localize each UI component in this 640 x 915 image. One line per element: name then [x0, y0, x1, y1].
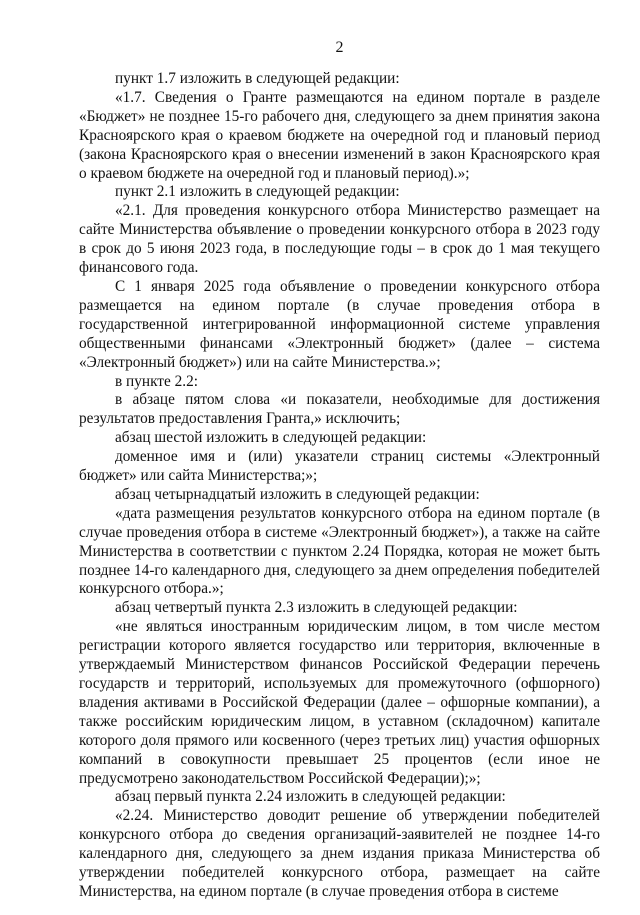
paragraph-2-2-heading: в пункте 2.2:: [115, 372, 198, 390]
page-number: 2: [335, 39, 344, 56]
paragraph-2-24-text: «2.24. Министерство доводит решение об утверждении победителей конкурсного отбора до сведения организаций-заявителей не позднее 14-го календарного дня, следующего за днем издания приказа Министерства об утверждении победителей конкурсного отбора, размещает на сайте Министерства, на едином портале (в случае проведения отбора в системе: [79, 807, 600, 900]
paragraph-2-1-text: «2.1. Для проведения конкурсного отбора Министерство размещает на сайте Министерства объявление о проведении конкурсного отбора в 2023 году в срок до 5 июня 2023 года, в последующие годы – в срок до 1 мая текущего финансового года.: [79, 202, 600, 277]
paragraph-2-2-fourteenth-instruction: абзац четырнадцатый изложить в следующей редакции:: [115, 485, 480, 503]
paragraph-2-1-instruction: пункт 2.1 изложить в следующей редакции:: [115, 183, 400, 201]
paragraph-1-7-instruction: пункт 1.7 изложить в следующей редакции:: [115, 70, 400, 87]
paragraph-2-2-fourteenth-text: «дата размещения результатов конкурсного отбора на едином портале (в случае проведения отбора в системе «Электронный бюджет»), а также на сайте Министерства в соответствии с пунктом 2.24 Порядка, которая не может быть позднее 14-го календарного дня, следующего за днем определения победителей конкурсного отбора.»;: [79, 504, 600, 598]
paragraph-2-2-sixth-instruction: абзац шестой изложить в следующей редакции:: [115, 429, 427, 447]
paragraph-2-2-fifth: в абзаце пятом слова «и показатели, необходимые для достижения результатов предоставления Гранта,» исключить;: [79, 391, 600, 428]
paragraph-2-3-text: «не являться иностранным юридическим лицом, в том числе местом регистрации которого является государство или территория, включенные в утверждаемый Министерством финансов Российской Федерации перечень государств и территорий, используемых для промежуточного (офшорного) владения активами в Российской Федерации (далее – офшорные компании), а также российским юридическим лицом, в уставном (складочном) капитале которого доля прямого или косвенного (через третьих лиц) участия офшорных компаний в совокупности превышает 25 процентов (если иное не предусмотрено законодательством Российской Федерации);»;: [79, 618, 600, 787]
paragraph-2-3-instruction: абзац четвертый пункта 2.3 изложить в следующей редакции:: [115, 599, 518, 617]
paragraph-2-24-instruction: абзац первый пункта 2.24 изложить в следующей редакции:: [115, 788, 506, 806]
paragraph-2-2-sixth-text: доменное имя и (или) указатели страниц системы «Электронный бюджет» или сайта Министерства;»;: [79, 448, 600, 485]
paragraph-2025-announcement: С 1 января 2025 года объявление о проведении конкурсного отбора размещается на едином портале (в случае проведения отбора в государственной интегрированной информационной системе управления общественными финансами «Электронный бюджет» (далее – система «Электронный бюджет») или на сайте Министерства.»;: [79, 277, 600, 371]
paragraph-1-7-text: «1.7. Сведения о Гранте размещаются на едином портале в разделе «Бюджет» не позднее 15-го рабочего дня, следующего за днем принятия закона Красноярского края о краевом бюджете на очередной год и плановый период (закона Красноярского края о внесении изменений в закон Красноярского края о краевом бюджете на очередной год и плановый период).»;: [79, 88, 600, 182]
